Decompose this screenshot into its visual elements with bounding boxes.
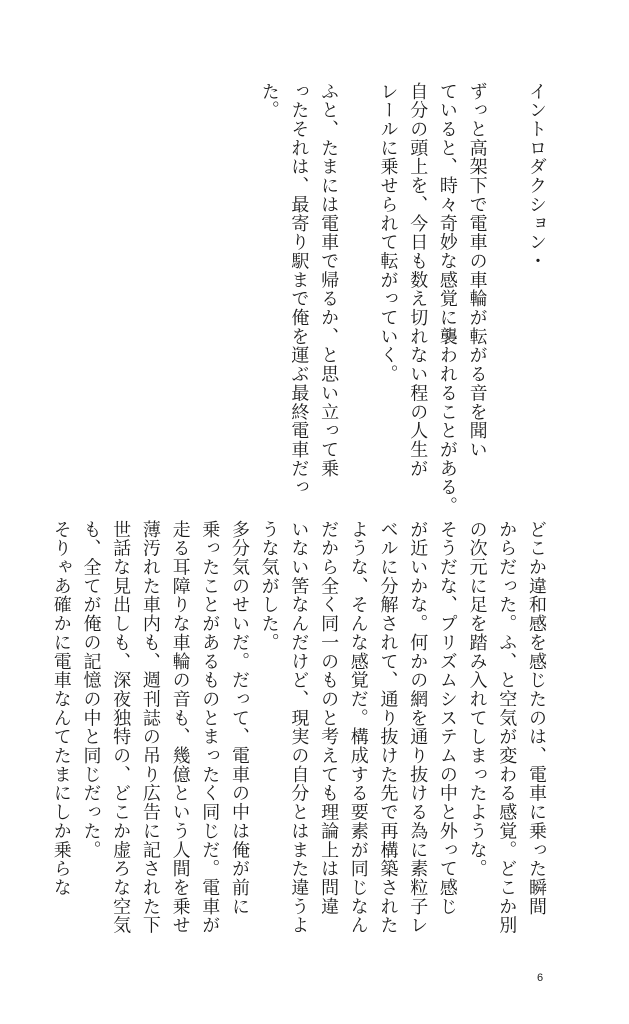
text-line: ったそれは、最寄り駅まで俺を運ぶ最終電車だっ	[288, 82, 310, 497]
text-line: いない筈なんだけど、現実の自分とはまた違うよ	[288, 520, 310, 935]
title-spacer	[492, 82, 522, 83]
text-line: た。	[258, 82, 280, 120]
text-line: ような、そんな感覚だ。構成する要素が同じなん	[347, 520, 369, 935]
text-line: 多分気のせいだ。だって、電車の中は俺が前に	[228, 520, 250, 916]
text-line: だから全く同一のものと考えても理論上は問違	[318, 520, 340, 916]
text-line: ベルに分解されて、通り抜けた先で再構築された	[377, 520, 399, 935]
text-line: レールに乗せられて転がっていく。	[377, 82, 399, 384]
paragraph-spacer	[343, 82, 373, 83]
page-number: 6	[537, 972, 544, 984]
text-line: 乗ったことがあるものとまったく同じだ。電車が	[199, 520, 221, 935]
text-line: からだった。ふ、と空気が変わる感覚。どこか別	[496, 520, 518, 935]
text-line: うな気がした。	[258, 520, 280, 652]
text-line: ていると、時々奇妙な感覚に襲われることがある。	[436, 82, 458, 516]
upper-text-block	[71, 82, 551, 516]
text-line: が近いかな。何かの網を通り抜ける為に素粒子レ	[407, 520, 429, 935]
text-line: ずっと高架下で電車の車輪が転がる音を聞い	[466, 82, 488, 459]
text-line: 薄汚れた車内も、週刊誌の吊り広告に記された下	[139, 520, 161, 935]
text-line: 世話な見出しも、深夜独特の、どこか虚ろな空気	[110, 520, 132, 935]
chapter-title: イントロダクション・	[526, 82, 547, 271]
text-line: そうだな、プリズムシステムの中と外って感じ	[436, 520, 458, 916]
text-line: 走る耳障りな車輪の音も、幾億という人間を乗せ	[169, 520, 191, 935]
text-line: どこか違和感を感じたのは、電車に乗った瞬間	[526, 520, 547, 916]
lower-text-block	[50, 520, 551, 960]
text-line: ふと、たまには電車で帰るか、と思い立って乗	[318, 82, 340, 478]
text-line: の次元に足を踏み入れてしまったような。	[466, 520, 488, 879]
text-line: 自分の頭上を、今日も数え切れない程の人生が	[407, 82, 429, 478]
text-line: も、全てが俺の記憶の中と同じだった。	[80, 520, 102, 860]
text-line: そりゃあ確かに電車なんてたまにしか乗らな	[50, 520, 72, 897]
